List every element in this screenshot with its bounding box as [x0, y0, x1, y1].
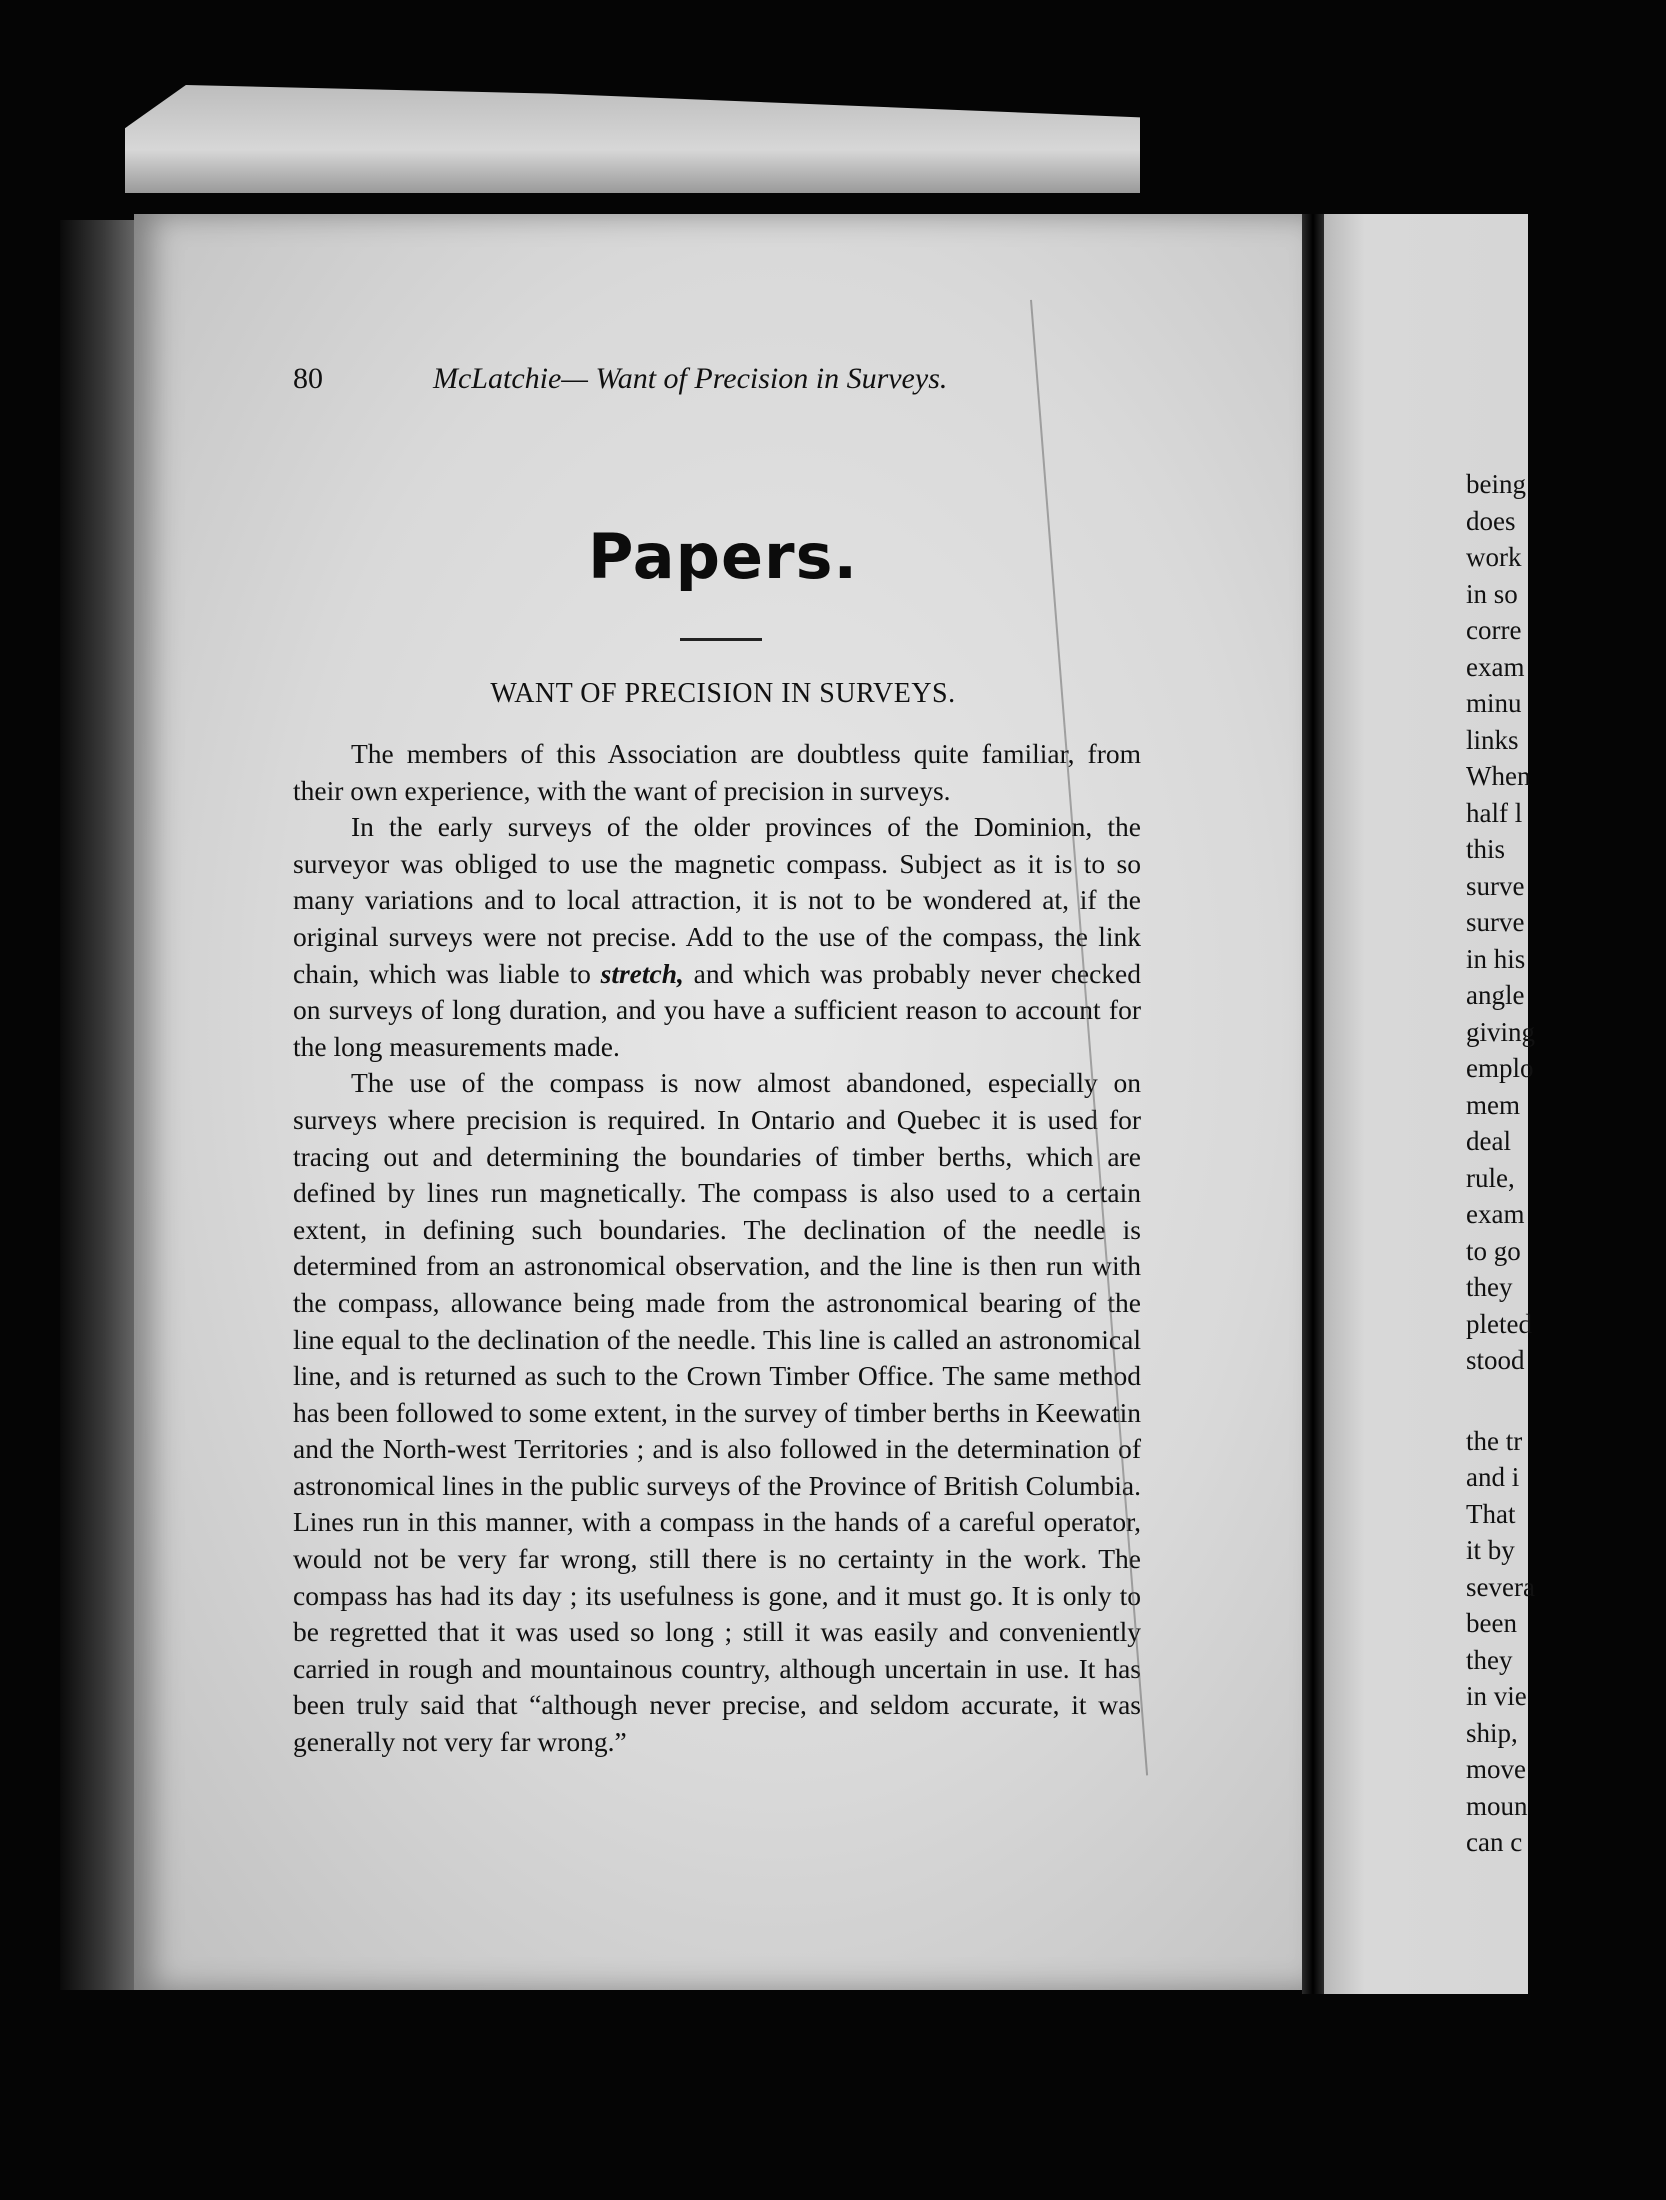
facing-page-fragment: work [1466, 542, 1522, 572]
facing-page-fragment: That [1466, 1498, 1516, 1529]
facing-page-fragment: it by [1466, 1535, 1515, 1565]
page-number: 80 [293, 362, 323, 395]
title-rule [680, 638, 762, 641]
facing-page [1324, 214, 1536, 1994]
facing-page-fragment: they [1466, 1272, 1513, 1302]
paragraph-text: The members of this Association are doubtless quite familiar, from their own experience, with the want of precision in surveys. [293, 738, 1141, 806]
paragraph-text: and which was probably never checked on surveys of long duration, and you have a sufficient reason to account for the long measurements made. [293, 957, 1141, 1062]
facing-page-fragment: ship, [1466, 1717, 1518, 1748]
facing-page-fragment: surve [1466, 870, 1525, 901]
torn-page-strip [125, 85, 1140, 193]
article-body [293, 736, 1141, 1761]
facing-page-fragment: When [1466, 761, 1531, 791]
facing-page-fragment: in vie [1466, 1681, 1527, 1711]
facing-page-fragment: exam [1466, 1199, 1525, 1229]
page-header [293, 362, 1173, 402]
paragraph [293, 809, 1141, 1065]
facing-page-fragment: this [1466, 834, 1506, 864]
facing-page-fragment: rule, [1466, 1162, 1515, 1193]
article-title: WANT OF PRECISION IN SURVEYS. [490, 678, 956, 709]
facing-page-fragment: does [1466, 505, 1516, 536]
facing-page-fragment: the tr [1466, 1425, 1523, 1456]
fragment-gap [1466, 1379, 1666, 1423]
emphasized-word: stretch, [600, 957, 684, 989]
facing-page-fragment: being [1466, 469, 1526, 499]
facing-page-text [1466, 466, 1666, 1861]
book-edge-shadow [60, 220, 140, 1990]
facing-page-fragment: severa [1466, 1571, 1535, 1602]
facing-page-fragment: deal [1466, 1126, 1511, 1156]
facing-page-fragment: half l [1466, 797, 1523, 828]
paragraph [293, 736, 1141, 809]
facing-page-fragment: corre [1466, 615, 1522, 645]
facing-page-fragment: links [1466, 724, 1519, 755]
facing-page-fragment: in so [1466, 578, 1518, 609]
facing-page-fragment: minu [1466, 688, 1522, 718]
facing-page-fragment: giving [1466, 1016, 1536, 1047]
facing-page-fragment: pleted [1466, 1308, 1532, 1339]
facing-page-fragment: emplo [1466, 1053, 1534, 1083]
facing-page-fragment: move [1466, 1754, 1526, 1784]
facing-page-fragment: exam [1466, 651, 1525, 682]
facing-page-fragment: mem [1466, 1089, 1520, 1120]
paragraph-text: The use of the compass is now almost abandoned, especially on surveys where precision is required. In Ontario and Quebec it is used for tracing out and determining the boundaries of timber berths, which are defined by lines run magnetically. The compass is also used to a certain extent, in defining such boundaries. The declination of the needle is determined from an astronomical observation, and the line is then run with the compass, allowance being made from the astronomical bearing of the line equal to the declination of the needle. This line is called an astronomical line, and is returned as such to the Crown Timber Office. The same method has been followed to some extent, in the survey of timber berths in Keewatin and the North-west Territories ; and is also followed in the determination of astronomical lines in the public surveys of the Province of British Columbia. Lines run in this manner, with a compass in the hands of a careful operator, would not be very far wrong, still there is no certainty in the work. The compass has had its day ; its usefulness is gone, and it must go. It is only to be regretted that it was used so long ; still it was easily and conveniently carried in rough and mountainous country, although uncertain in use. It has been truly said that “although never precise, and seldom accurate, it was generally not very far wrong.” [293, 1067, 1141, 1758]
book-gutter [1302, 214, 1324, 1994]
facing-page-fragment: and i [1466, 1462, 1520, 1492]
facing-page-fragment: surve [1466, 907, 1525, 937]
facing-page-fragment: in his [1466, 943, 1526, 974]
facing-page-fragment: been [1466, 1608, 1517, 1638]
facing-page-fragment: moun [1466, 1790, 1528, 1821]
section-title: Papers. [587, 520, 859, 593]
facing-page-fragment: can c [1466, 1827, 1523, 1857]
facing-page-fragment: to go [1466, 1235, 1521, 1266]
facing-page-fragment: angle [1466, 980, 1525, 1010]
facing-page-fragment: stood [1466, 1345, 1525, 1375]
paragraph-text: In the early surveys of the older provinces of the Dominion, the surveyor was obliged to use the magnetic compass. Subject as it is to so many variations and to local attraction, it is not to be wondered at, if the original surveys were not precise. Add to the use of the compass, the link chain, which was liable to [293, 811, 1141, 989]
facing-page-fragment: they [1466, 1644, 1513, 1675]
paragraph [293, 1065, 1141, 1760]
running-head: McLatchie— Want of Precision in Surveys. [433, 362, 948, 395]
